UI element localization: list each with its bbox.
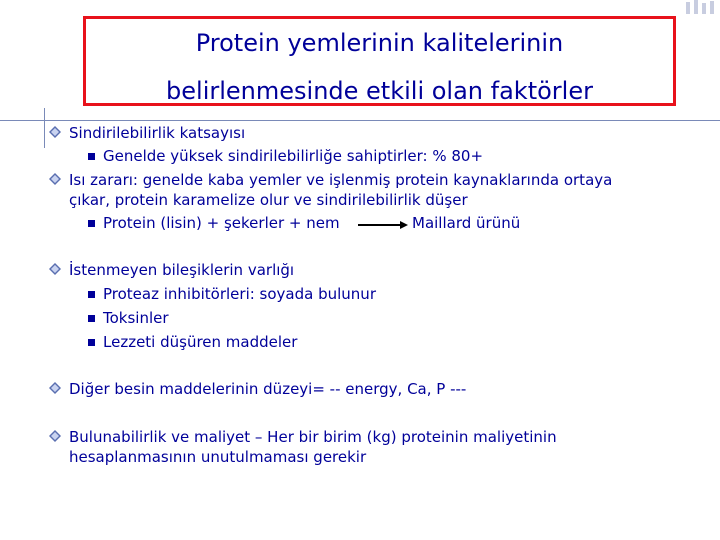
bullet-text-availability-cost-line-1: Bulunabilirlik ve maliyet – Her bir birim (kg) proteinin maliyetinin xyxy=(69,428,557,446)
bullet-text-undesired-compounds: İstenmeyen bileşiklerin varlığı xyxy=(69,261,295,279)
right-arrow-icon xyxy=(358,220,408,230)
square-bullet-icon xyxy=(88,291,95,298)
sub-bullet-text: Proteaz inhibitörleri: soyada bulunur xyxy=(103,285,376,303)
page-title-line-1: Protein yemlerinin kalitelerinin xyxy=(195,29,564,57)
divider-vertical xyxy=(44,108,45,148)
diamond-bullet-icon xyxy=(48,381,62,395)
square-bullet-icon xyxy=(88,339,95,346)
sub-bullet-maillard-left: Protein (lisin) + şekerler + nem xyxy=(103,214,340,232)
diamond-bullet-icon xyxy=(48,262,62,276)
sub-bullet-text: Genelde yüksek sindirilebilirliğe sahiptirler: % 80+ xyxy=(103,147,484,165)
bullet-text-heat-damage-line-1: Isı zararı: genelde kaba yemler ve işlenmiş protein kaynaklarında ortaya xyxy=(69,171,613,189)
sub-bullet-maillard-right: Maillard ürünü xyxy=(412,214,521,232)
page-title-line-2: belirlenmesinde etkili olan faktörler xyxy=(166,77,593,105)
bullet-text-availability-cost-line-2: hesaplanmasının unutulmaması gerekir xyxy=(69,448,367,466)
square-bullet-icon xyxy=(88,315,95,322)
sub-bullet-text: Lezzeti düşüren maddeler xyxy=(103,333,298,351)
square-bullet-icon xyxy=(88,220,95,227)
divider-horizontal xyxy=(0,120,720,121)
sub-bullet-text: Toksinler xyxy=(103,309,169,327)
bullet-text-digestibility: Sindirilebilirlik katsayısı xyxy=(69,124,246,142)
diamond-bullet-icon xyxy=(48,429,62,443)
diamond-bullet-icon xyxy=(48,172,62,186)
bullet-text-heat-damage-line-2: çıkar, protein karamelize olur ve sindirilebilirlik düşer xyxy=(69,191,468,209)
bullet-text-nutrient-levels: Diğer besin maddelerinin düzeyi= -- energy, Ca, P --- xyxy=(69,380,467,398)
title-box xyxy=(83,16,676,106)
corner-decoration xyxy=(686,0,720,14)
diamond-bullet-icon xyxy=(48,125,62,139)
square-bullet-icon xyxy=(88,153,95,160)
